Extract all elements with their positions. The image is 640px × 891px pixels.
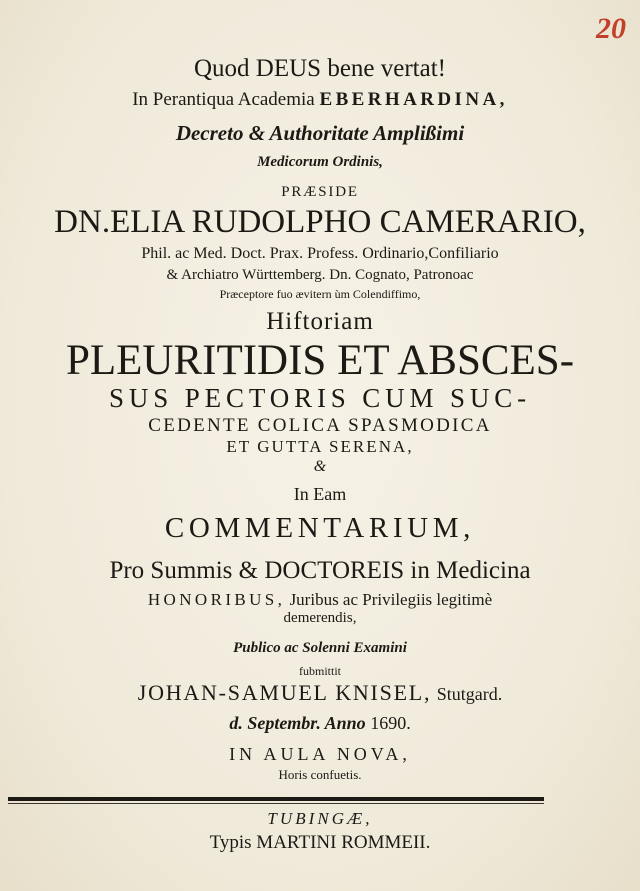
presider-titles-line-2: & Archiatro Württemberg. Dn. Cognato, Patronoac — [166, 267, 474, 283]
presider-titles-line-1: Phil. ac Med. Doct. Prax. Profess. Ordinario,Confiliario — [141, 245, 499, 262]
imprint-place: TUBINGÆ, — [267, 809, 373, 828]
ampersand-line: & — [313, 458, 327, 475]
praeside-label: PRÆSIDE — [281, 184, 359, 200]
subject-line-3: CEDENTE COLICA SPASMODICA — [148, 415, 492, 436]
date-line: d. Septembr. Anno 1690. — [229, 713, 411, 733]
subject-line-1: PLEURITIDIS ET ABSCES- — [65, 337, 575, 384]
faculty-line: Medicorum Ordinis, — [257, 154, 383, 170]
divider-rule — [8, 797, 544, 801]
divider-rule-thin — [8, 803, 544, 804]
aula-line: IN AULA NOVA, — [229, 744, 411, 764]
degree-line: Pro Summis & DOCTOREIS in Medicina — [109, 557, 531, 584]
commentarium-line: COMMENTARIUM, — [164, 512, 476, 544]
horis-line: Horis confuetis. — [278, 767, 362, 782]
subject-line-2: SUS PECTORIS CUM SUC- — [109, 383, 531, 413]
presider-name: DN.ELIA RUDOLPHO CAMERARIO, — [54, 204, 586, 240]
respondent-line: JOHAN-SAMUEL KNISEL, Stutgard. — [137, 680, 503, 705]
folio-number: 20 — [596, 12, 626, 45]
academy-line: In Perantiqua Academia EBERHARDINA, — [132, 89, 508, 110]
examini-line: Publico ac Solenni Examini — [233, 640, 407, 656]
imprint-printer: Typis MARTINI ROMMEII. — [209, 832, 431, 853]
historiam-line: Hiftoriam — [266, 308, 374, 335]
invocation-line: Quod DEUS bene vertat! — [193, 55, 446, 82]
demerendis-line: demerendis, — [283, 610, 357, 626]
presider-titles-line-3: Præceptore fuo ævitern ùm Colendiffimo, — [219, 287, 421, 301]
honoribus-line: HONORIBUS, Juribus ac Privilegiis legitimè — [147, 590, 493, 609]
subject-line-4: ET GUTTA SERENA, — [226, 437, 414, 456]
in-eam-line: In Eam — [293, 484, 347, 504]
submittit-line: fubmittit — [299, 664, 341, 678]
decree-line: Decreto & Authoritate Amplißimi — [175, 121, 465, 145]
